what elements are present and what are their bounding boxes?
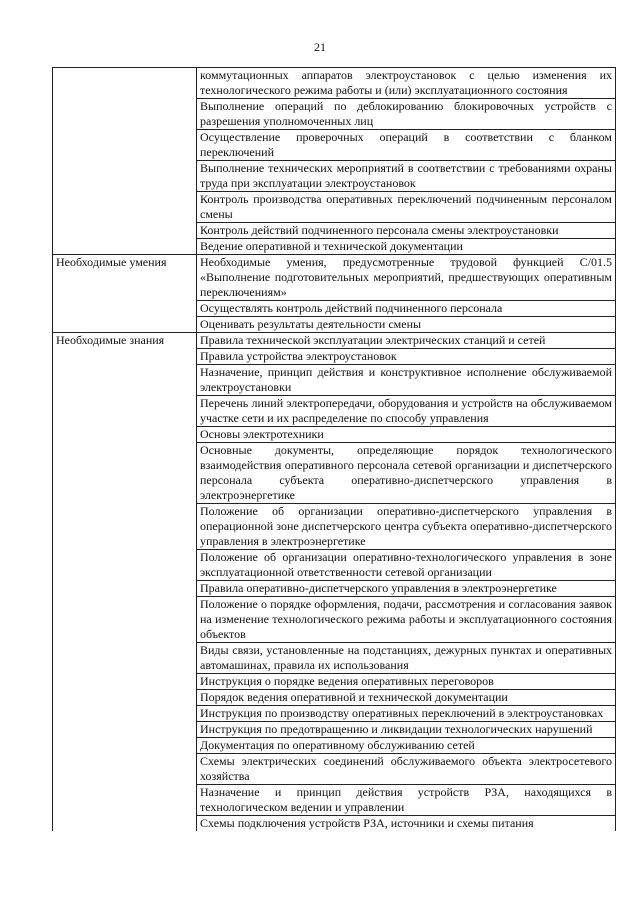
requirement-item: Инструкция по предотвращению и ликвидации технологических нарушений [197, 722, 616, 738]
requirement-item: Положение об организации оперативно-технологического управления в зоне эксплуатационной ответственности сетевой организации [197, 550, 616, 581]
section-label-cell [53, 301, 197, 317]
requirement-item: Осуществление проверочных операций в соответствии с бланком переключений [197, 130, 616, 161]
requirement-item: Контроль действий подчиненного персонала смены электроустановки [197, 223, 616, 239]
requirement-item: Основы электротехники [197, 427, 616, 443]
table-row [53, 816, 616, 832]
section-label-cell: Необходимые знания [53, 333, 197, 349]
page-number: 21 [314, 40, 326, 54]
table-row [53, 443, 616, 504]
requirement-item: коммутационных аппаратов электроустановок с целью изменения их технологического режима работы и (или) эксплуатационного состояния [197, 68, 616, 99]
requirement-item: Схемы электрических соединений обслуживаемого объекта электросетевого хозяйства [197, 754, 616, 785]
table-row [53, 223, 616, 239]
section-label-cell [53, 130, 197, 161]
section-label-cell [53, 192, 197, 223]
table-row [53, 333, 616, 349]
section-label-cell [53, 690, 197, 706]
requirement-item: Необходимые умения, предусмотренные трудовой функцией C/01.5 «Выполнение подготовительных мероприятий, предшествующих оперативным переключениям» [197, 255, 616, 301]
table-row [53, 192, 616, 223]
section-label-cell [53, 722, 197, 738]
requirement-item: Порядок ведения оперативной и технической документации [197, 690, 616, 706]
section-label-cell [53, 317, 197, 333]
section-label-cell [53, 816, 197, 832]
table-row [53, 643, 616, 674]
section-label-cell [53, 550, 197, 581]
table-row [53, 317, 616, 333]
section-label-cell [53, 396, 197, 427]
table-row [53, 239, 616, 255]
table-row [53, 504, 616, 550]
table-row [53, 161, 616, 192]
table-row [53, 550, 616, 581]
table-row [53, 427, 616, 443]
table-row [53, 365, 616, 396]
requirement-item: Выполнение технических мероприятий в соответствии с требованиями охраны труда при эксплуатации электроустановок [197, 161, 616, 192]
section-label-cell [53, 443, 197, 504]
table-row [53, 581, 616, 597]
table-row [53, 597, 616, 643]
table-row [53, 130, 616, 161]
requirement-item: Основные документы, определяющие порядок технологического взаимодействия оперативного персонала сетевой организации и диспетчерского персонала субъекта оперативно-диспетчерского управления в электроэнергетике [197, 443, 616, 504]
table-row [53, 706, 616, 722]
requirement-item: Контроль производства оперативных переключений подчиненным персоналом смены [197, 192, 616, 223]
table-row [53, 722, 616, 738]
section-label-cell [53, 643, 197, 674]
table-row [53, 301, 616, 317]
section-label-cell [53, 504, 197, 550]
requirements-table [52, 67, 616, 831]
section-label-cell [53, 223, 197, 239]
requirement-item: Положение о порядке оформления, подачи, рассмотрения и согласования заявок на изменение технологического режима работы и эксплуатационного состояния объектов [197, 597, 616, 643]
section-label-cell [53, 754, 197, 785]
table-row [53, 68, 616, 99]
section-label-cell [53, 785, 197, 816]
table-row [53, 255, 616, 301]
table-row [53, 349, 616, 365]
requirement-item: Схемы подключения устройств РЗА, источники и схемы питания [197, 816, 616, 832]
section-label-cell [53, 349, 197, 365]
requirement-item: Документация по оперативному обслуживанию сетей [197, 738, 616, 754]
section-label-cell [53, 597, 197, 643]
table-row [53, 396, 616, 427]
section-label-cell [53, 706, 197, 722]
table-row [53, 99, 616, 130]
table-row [53, 785, 616, 816]
requirement-item: Правила устройства электроустановок [197, 349, 616, 365]
requirement-item: Положение об организации оперативно-диспетчерского управления в операционной зоне диспетчерского центра субъекта оперативно-диспетчерского управления в электроэнергетике [197, 504, 616, 550]
requirement-item: Инструкция по производству оперативных переключений в электроустановках [197, 706, 616, 722]
section-label-cell [53, 161, 197, 192]
requirement-item: Назначение, принцип действия и конструктивное исполнение обслуживаемой электроустановки [197, 365, 616, 396]
requirement-item: Ведение оперативной и технической документации [197, 239, 616, 255]
section-label-cell [53, 68, 197, 99]
section-label-cell [53, 365, 197, 396]
requirement-item: Осуществлять контроль действий подчиненного персонала [197, 301, 616, 317]
requirement-item: Перечень линий электропередачи, оборудования и устройств на обслуживаемом участке сети и их распределение по способу управления [197, 396, 616, 427]
requirement-item: Правила технической эксплуатации электрических станций и сетей [197, 333, 616, 349]
requirement-item: Назначение и принцип действия устройств РЗА, находящихся в технологическом ведении и управлении [197, 785, 616, 816]
requirement-item: Инструкция о порядке ведения оперативных переговоров [197, 674, 616, 690]
section-label-cell [53, 674, 197, 690]
requirement-item: Оценивать результаты деятельности смены [197, 317, 616, 333]
section-label-cell [53, 581, 197, 597]
requirement-item: Виды связи, установленные на подстанциях, дежурных пунктах и оперативных автомашинах, правила их использования [197, 643, 616, 674]
section-label-cell [53, 738, 197, 754]
table-row [53, 738, 616, 754]
section-label-cell [53, 427, 197, 443]
table-row [53, 674, 616, 690]
section-label-cell [53, 239, 197, 255]
requirement-item: Выполнение операций по деблокированию блокировочных устройств с разрешения уполномоченных лиц [197, 99, 616, 130]
section-label-cell [53, 99, 197, 130]
table-row [53, 754, 616, 785]
requirement-item: Правила оперативно-диспетчерского управления в электроэнергетике [197, 581, 616, 597]
section-label-cell: Необходимые умения [53, 255, 197, 301]
table-row [53, 690, 616, 706]
